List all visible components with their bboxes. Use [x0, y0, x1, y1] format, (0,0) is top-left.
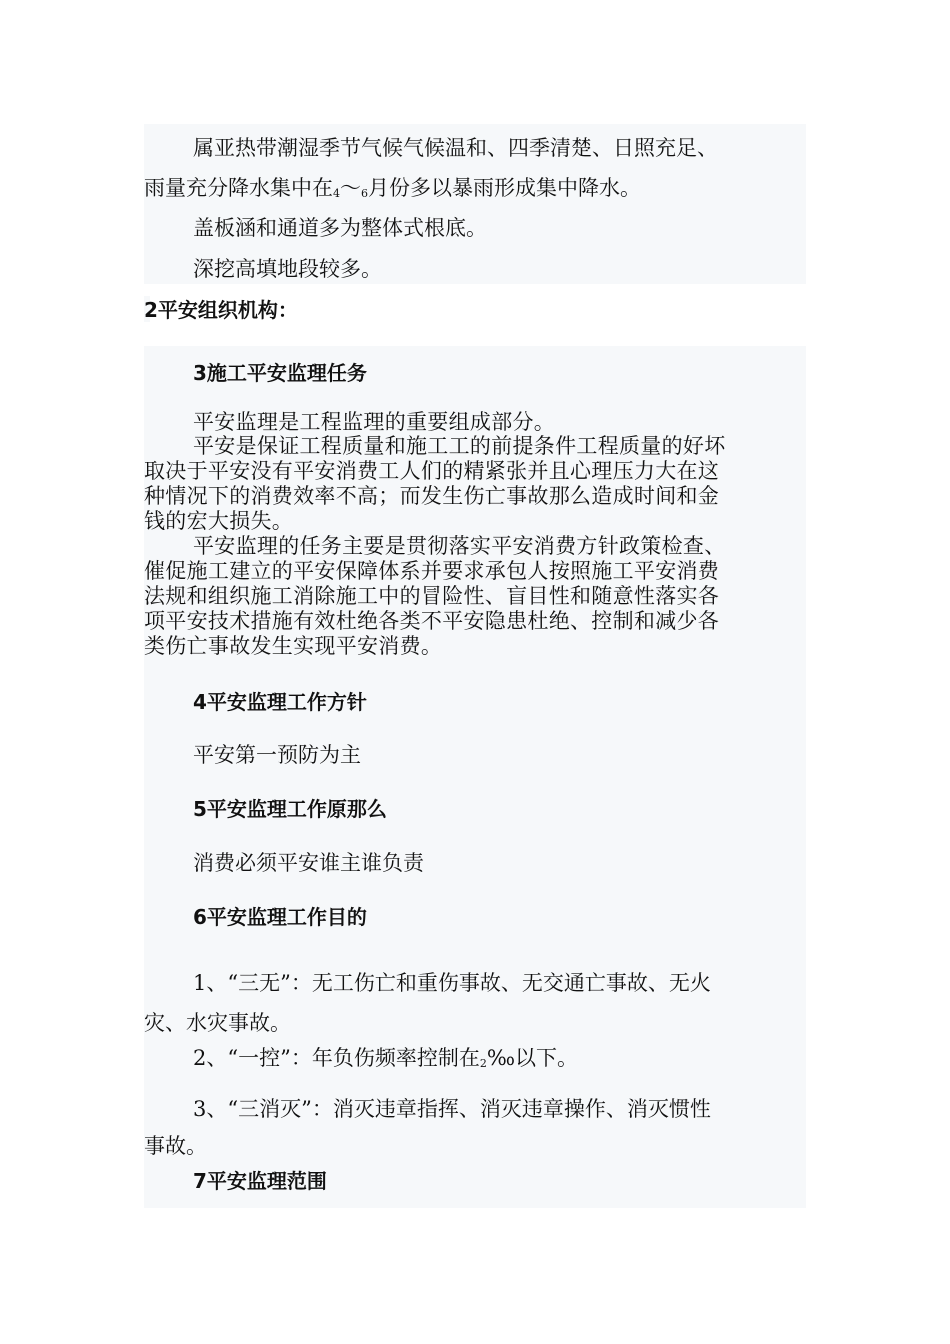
paragraph-policy: 平安第一预防为主	[193, 743, 361, 767]
goal-item-1-line2: 灾、水灾事故。	[144, 1011, 291, 1035]
paragraph-climate-line2: 雨量充分降水集中在4～6月份多以暴雨形成集中降水。	[144, 176, 641, 200]
heading-scope: 7平安监理范围	[193, 1169, 327, 1193]
paragraph-principle: 消费必须平安谁主谁负责	[193, 851, 424, 875]
paragraph-tasks-2-line2: 取决于平安没有平安消费工人们的精紧张并且心理压力大在这	[144, 459, 720, 483]
paragraph-tasks-2-line3: 种情况下的消费效率不高；而发生伤亡事故那么造成时间和金	[144, 484, 720, 508]
goal-item-3-line1: 3、“三消灭”：消灭违章指挥、消灭违章操作、消灭惯性	[193, 1097, 711, 1121]
heading-policy: 4平安监理工作方针	[193, 690, 367, 714]
goal-item-2: 2、“一控”：年负伤频率控制在2‰以下。	[193, 1046, 579, 1070]
paragraph-tasks-3-line1: 平安监理的任务主要是贯彻落实平安消费方针政策检查、	[193, 534, 726, 558]
heading-tasks: 3施工平安监理任务	[193, 361, 367, 385]
paragraph-tasks-3-line3: 法规和组织施工消除施工中的冒险性、盲目性和随意性落实各	[144, 584, 720, 608]
goal-item-1-line1: 1、“三无”：无工伤亡和重伤事故、无交通亡事故、无火	[193, 971, 711, 995]
heading-organization: 2平安组织机构：	[144, 298, 298, 322]
paragraph-deep-cut: 深挖高填地段较多。	[193, 257, 382, 281]
paragraph-culverts: 盖板涵和通道多为整体式根底。	[193, 216, 487, 240]
paragraph-tasks-3-line5: 类伤亡事故发生实现平安消费。	[144, 634, 443, 658]
heading-goals: 6平安监理工作目的	[193, 905, 367, 929]
goal-item-3-line2: 事故。	[144, 1134, 207, 1158]
paragraph-tasks-3-line4: 项平安技术措施有效杜绝各类不平安隐患杜绝、控制和减少各	[144, 609, 720, 633]
paragraph-tasks-3-line2: 催促施工建立的平安保障体系并要求承包人按照施工平安消费	[144, 559, 720, 583]
heading-principle: 5平安监理工作原那么	[193, 797, 387, 821]
paragraph-tasks-2-line4: 钱的宏大损失。	[144, 509, 294, 533]
paragraph-climate-line1: 属亚热带潮湿季节气候气候温和、四季清楚、日照充足、	[193, 136, 718, 160]
paragraph-tasks-1: 平安监理是工程监理的重要组成部分。	[193, 410, 556, 434]
paragraph-tasks-2-line1: 平安是保证工程质量和施工工的前提条件工程质量的好坏	[193, 434, 726, 458]
